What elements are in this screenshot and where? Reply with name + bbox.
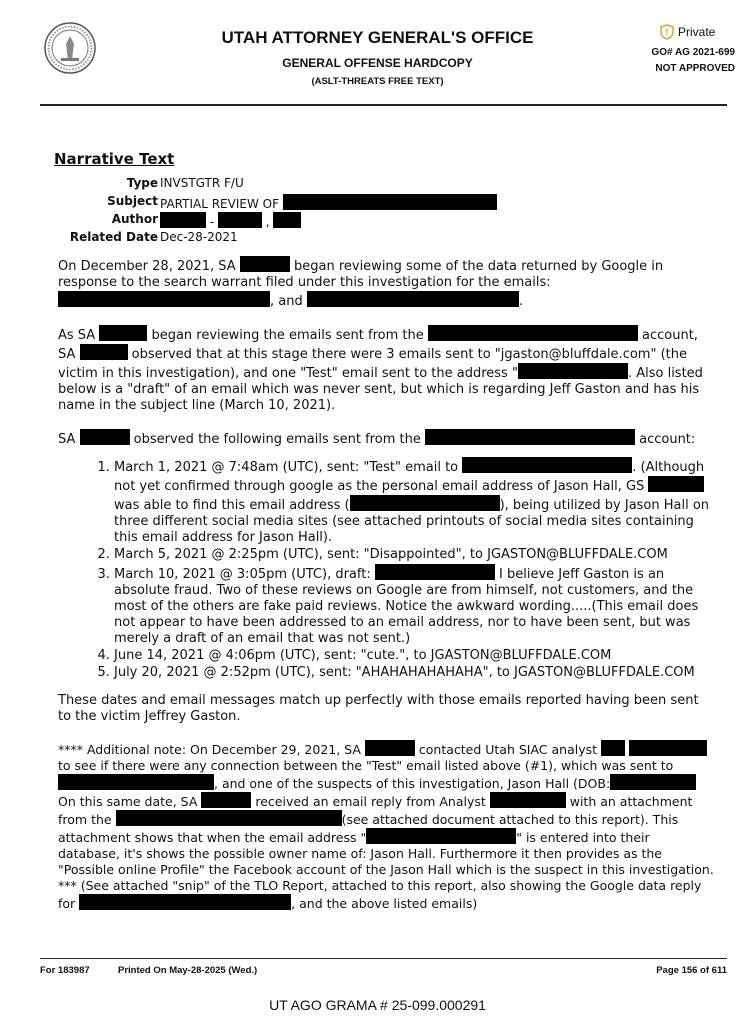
paragraph-5: **** Additional note: On December 29, 2021, SA contacted Utah SIAC analyst to see if there were any connection between the "Test" email listed above (#1), which was sent to , and one of the suspects of this investigation, Jason Hall (DOB: On this same date, SA received an email reply from Analyst with an attachment from the (see attached document attached to this report). This attachment shows that when the email address " " is entered into their database, it's shows the possible owner name of: Jason Hall. Furthermore it then provides as the "Possible online Profile" the Facebook account of the Jason Hall which is the suspect in this investigation. *** (See attached "snip" of the TLO Report, attached to this report, also showing the Google data reply for , and the above listed emails)	[58, 742, 714, 911]
type-value: INVSTGTR F/U	[160, 176, 244, 190]
list-item: 2. March 5, 2021 @ 2:25pm (UTC), sent: "Disappointed", to JGASTON@BLUFFDALE.COM	[114, 547, 714, 563]
paragraph-1: On December 28, 2021, SA began reviewing some of the data returned by Google in response to the search warrant filed under this investigation for the emails: , and .	[58, 256, 714, 310]
shield-icon	[660, 24, 674, 40]
paragraph-4: These dates and email messages match up perfectly with those emails reported having been sent to the victim Jeffrey Gaston.	[58, 693, 699, 724]
narrative-body	[58, 256, 714, 927]
paragraph-3: SA observed the following emails sent from the account:	[58, 429, 714, 448]
section-title: Narrative Text	[54, 150, 175, 168]
report-type: (ASLT-THREATS FREE TEXT)	[311, 76, 444, 87]
footer-divider	[40, 958, 727, 959]
go-number: GO# AG 2021-699	[651, 47, 735, 58]
header-divider	[40, 104, 727, 106]
email-list	[58, 457, 714, 681]
org-title: UTAH ATTORNEY GENERAL'S OFFICE	[221, 28, 534, 47]
footer-page: Page 156 of 611	[656, 965, 727, 976]
list-item: 3. March 10, 2021 @ 3:05pm (UTC), draft: I believe Jeff Gaston is an absolute fraud. Two of these reviews on Google are from himself, not customers, and the most of the others are fake paid reviews. Notice the awkward wording.....(This email does not appear to have been addressed to an email address, nor to have been sent, but was merely a draft of an email that was not sent.)	[114, 564, 714, 647]
author-value: - ,	[160, 212, 301, 229]
private-badge	[660, 24, 715, 40]
related-label: Related Date	[69, 230, 158, 244]
svg-text:!: !	[665, 28, 669, 37]
type-label: Type	[126, 176, 158, 190]
list-item: 5. July 20, 2021 @ 2:52pm (UTC), sent: "AHAHAHAHAHAHA", to JGASTON@BLUFFDALE.COM	[114, 665, 714, 681]
go-number-block	[635, 45, 735, 77]
subject-label: Subject	[107, 194, 158, 208]
author-label: Author	[111, 212, 158, 226]
paragraph-2: As SA began reviewing the emails sent from the account, SA observed that at this stage there were 3 emails sent to "jgaston@bluffdale.com" (the victim in this investigation), and one "Test" email sent to the address " . Also listed below is a "draft" of an email which was never sent, but which is regarding Jeff Gaston and has his name in the subject line (March 10, 2021).	[58, 325, 714, 414]
footer-for: For 183987	[40, 965, 90, 976]
footer-printed: Printed On May-28-2025 (Wed.)	[118, 965, 258, 976]
grama-stamp: UT AGO GRAMA # 25-099.000291	[269, 997, 486, 1013]
approval-status: NOT APPROVED	[655, 63, 735, 74]
related-value: Dec-28-2021	[160, 230, 238, 244]
subject-value: PARTIAL REVIEW OF	[160, 194, 497, 211]
private-label: Private	[678, 25, 716, 39]
report-subtitle: GENERAL OFFENSE HARDCOPY	[282, 56, 473, 70]
list-item: 1. March 1, 2021 @ 7:48am (UTC), sent: "Test" email to . (Although not yet confirmed through google as the personal email address of Jason Hall, GS was able to find this email address ( ), being utilized by Jason Hall on three different social media sites (see attached printouts of social media sites containing this email address for Jason Hall).	[114, 457, 714, 546]
list-item: 4. June 14, 2021 @ 4:06pm (UTC), sent: "cute.", to JGASTON@BLUFFDALE.COM	[114, 648, 714, 664]
